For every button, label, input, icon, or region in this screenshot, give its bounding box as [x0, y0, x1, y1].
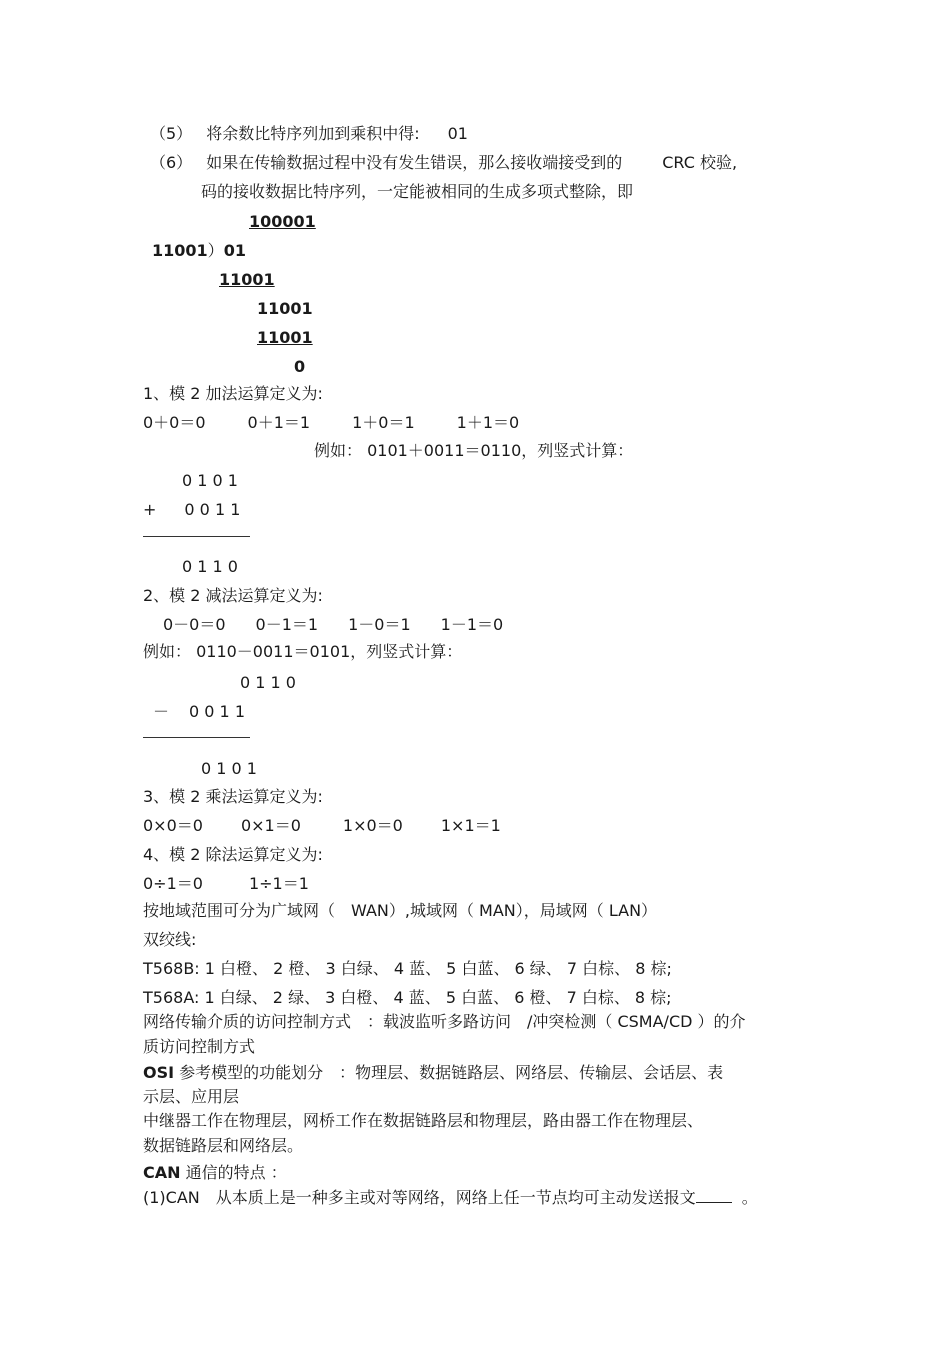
- crc-step-6-line-2: 码的接收数据比特序列，一定能被相同的生成多项式整除，即: [201, 182, 634, 201]
- network-scope: 按地域范围可分为广域网（ WAN）,城域网（ MAN），局域网（ LAN）: [143, 901, 658, 920]
- mod2-add-title: 1、模 2 加法运算定义为:: [143, 384, 323, 403]
- can-feature-1: [143, 1188, 758, 1208]
- can-feature-end: 。: [741, 1188, 758, 1207]
- mod2-add-rules: [143, 413, 519, 433]
- access-control-line-1: 网络传输介质的访问控制方式 ：载波监听多路访问 /冲突检测（ CSMA/CD ）的介: [143, 1012, 746, 1031]
- rule: 1÷1＝1: [248, 874, 309, 893]
- step-text-crc: CRC 校验,: [662, 153, 738, 172]
- blank-underline: [696, 1188, 732, 1203]
- rule: 1＋0＝1: [352, 413, 415, 432]
- division-bracket: ）: [207, 241, 224, 260]
- crc-step-6-line-1: [150, 153, 737, 173]
- step-text: 将余数比特序列加到乘积中得:: [206, 124, 420, 143]
- step-value: 01: [447, 124, 468, 143]
- rule: 0×0＝0: [143, 816, 203, 835]
- rule: 1＋1＝0: [456, 413, 520, 432]
- rule: 0×1＝0: [240, 816, 301, 835]
- can-title: 通信的特点 ：: [180, 1163, 287, 1182]
- devices-line-1: 中继器工作在物理层，网桥工作在数据链路层和物理层，路由器工作在物理层、: [143, 1111, 704, 1130]
- can-heading: [143, 1163, 287, 1183]
- mod2-sub-rule: [143, 737, 250, 738]
- mod2-sub-rules: [163, 615, 503, 635]
- can-feature-text: (1)CAN 从本质上是一种多主或对等网络，网络上任一节点均可主动发送报文: [143, 1188, 696, 1207]
- t568a-standard: T568A: 1 白绿、 2 绿、 3 白橙、 4 蓝、 5 白蓝、 6 橙、 7 白棕、 8 棕;: [143, 988, 672, 1007]
- mod2-sub-top: 0 1 1 0: [240, 673, 296, 692]
- mod2-add-top: 0 1 0 1: [182, 471, 238, 490]
- mod2-sub-example: 例如： 0110－0011＝0101，列竖式计算：: [143, 642, 463, 661]
- osi-label: OSI: [143, 1063, 175, 1082]
- mod2-mul-title: 3、模 2 乘法运算定义为:: [143, 787, 323, 806]
- division-step-3: 11001: [257, 328, 313, 347]
- rule: 0÷1＝0: [143, 874, 203, 893]
- rule: 1×1＝1: [440, 816, 501, 835]
- crc-step-5: [150, 124, 468, 144]
- rule: 0－1＝1: [255, 615, 319, 634]
- rule: 1－1＝0: [440, 615, 504, 634]
- operator: －: [153, 702, 170, 721]
- access-control-line-2: 质访问控制方式: [143, 1037, 256, 1056]
- division-dividend: 01: [223, 241, 246, 260]
- mod2-add-bottom-row: [143, 500, 240, 520]
- division-step-1: 11001: [219, 270, 275, 289]
- mod2-add-example: 例如： 0101＋0011＝0110，列竖式计算：: [314, 441, 634, 460]
- step-text: 如果在传输数据过程中没有发生错误，那么接收端接受到的: [206, 153, 623, 172]
- twisted-pair-heading: 双绞线:: [143, 930, 197, 949]
- division-quotient: 100001: [249, 212, 316, 231]
- step-number: （5）: [150, 124, 193, 143]
- operand: 0 0 1 1: [184, 500, 241, 519]
- mod2-add-result: 0 1 1 0: [182, 557, 238, 576]
- mod2-sub-result: 0 1 0 1: [201, 759, 257, 778]
- mod2-sub-title: 2、模 2 减法运算定义为:: [143, 586, 323, 605]
- division-step-2: 11001: [257, 299, 313, 318]
- rule: 1×0＝0: [342, 816, 403, 835]
- division-divisor: 11001: [152, 241, 208, 260]
- mod2-div-title: 4、模 2 除法运算定义为:: [143, 845, 323, 864]
- osi-line-1: [143, 1063, 723, 1083]
- osi-line-2: 示层、应用层: [143, 1087, 240, 1106]
- mod2-add-rule: [143, 536, 250, 537]
- can-label: CAN: [143, 1163, 181, 1182]
- t568b-standard: T568B: 1 白橙、 2 橙、 3 白绿、 4 蓝、 5 白蓝、 6 绿、 7 白棕、 8 棕;: [143, 959, 672, 978]
- rule: 0＋1＝1: [247, 413, 311, 432]
- rule: 0－0＝0: [163, 615, 226, 634]
- devices-line-2: 数据链路层和网络层。: [143, 1136, 304, 1155]
- division-remainder: 0: [294, 357, 306, 376]
- mod2-div-rules: [143, 874, 309, 894]
- mod2-mul-rules: [143, 816, 501, 836]
- operator: +: [143, 500, 157, 519]
- division-divisor-row: [152, 241, 246, 261]
- mod2-sub-bottom-row: [153, 702, 245, 722]
- rule: 0＋0＝0: [143, 413, 206, 432]
- osi-text: 参考模型的功能划分 ：物理层、数据链路层、网络层、传输层、会话层、表: [174, 1063, 724, 1082]
- rule: 1－0＝1: [348, 615, 411, 634]
- step-number: （6）: [150, 153, 193, 172]
- operand: 0 0 1 1: [189, 702, 245, 721]
